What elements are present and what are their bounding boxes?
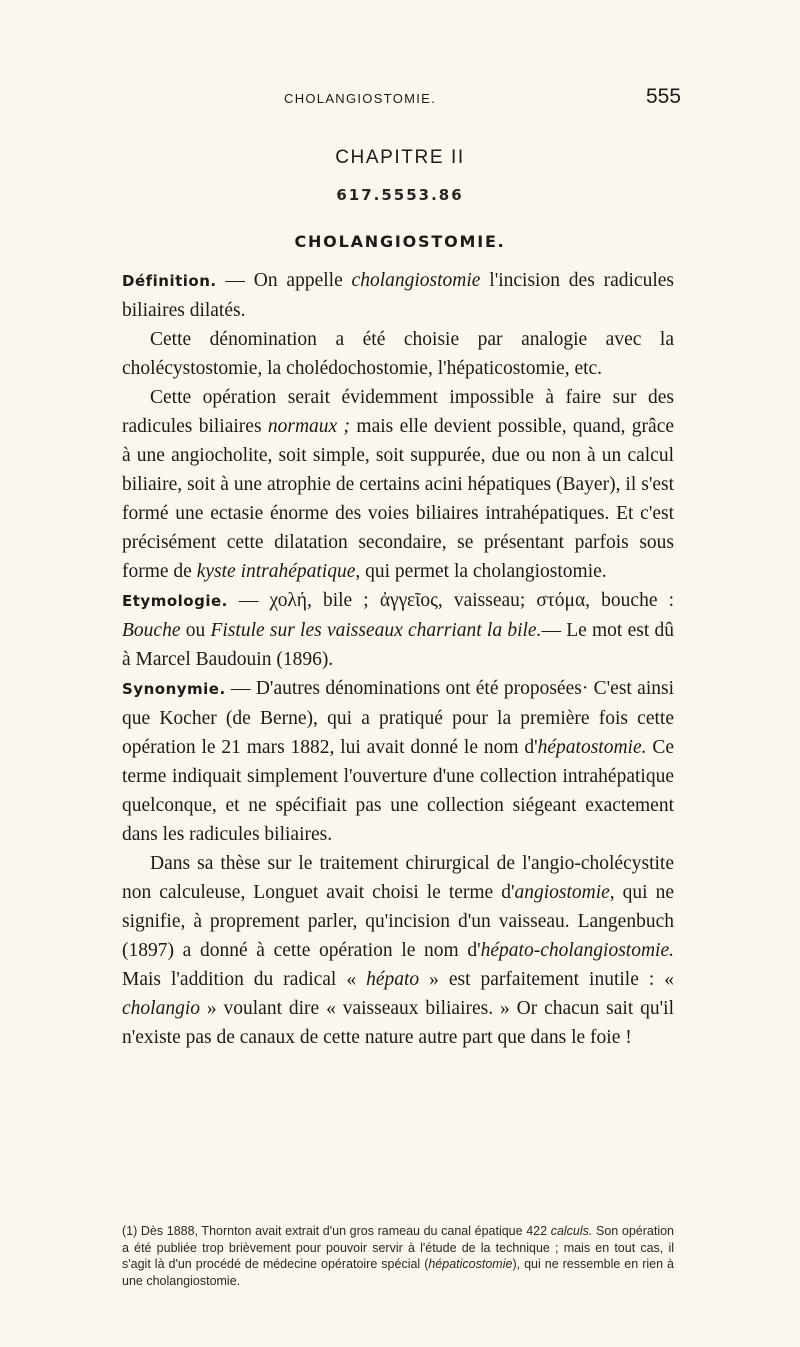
footnote-paragraph (122, 1223, 674, 1289)
definition-heading: Définition. (122, 272, 217, 290)
chapter-label: CHAPITRE II (335, 147, 465, 168)
synonymy-paragraph (122, 674, 674, 849)
thesis-text-5: » voulant dire « vaisseaux biliaires. » Or chacun sait qu'il n'existe pas de canaux de cette nature autre part que dans le foie ! (122, 998, 674, 1048)
possibility-text-2: mais elle devient possible, quand, grâce à une angiocholite, soit simple, soit suppurée, due ou non à un calcul biliaire, soit à une atrophie de certains acini hépatiques (Bayer), il s'est formé une ectasie énorme des voies biliaires intrahépatiques. Et c'est précisément cette dilatation secondaire, se présentant parfois sous forme de (122, 416, 675, 582)
classification-number: 617.5553.86 (336, 186, 464, 204)
footnote-text-1: (1) Dès 1888, Thornton avait extrait d'un gros rameau du canal épatique 422 (122, 1224, 551, 1238)
thesis-text-4: » est parfaitement inutile : « (419, 969, 675, 990)
chapter-title: CHOLANGIOSTOMIE. (294, 232, 506, 251)
possibility-em-2: kyste intrahépatique (196, 561, 356, 582)
thesis-text-3: Mais l'addition du radical « (122, 969, 367, 990)
synonymy-text-2: Ce terme indiquait simplement l'ouverture d'une collection intrahépatique quelconque, et ne spécifiait pas une collection siégeant exactement dans les radicules biliaires. (122, 737, 674, 845)
possibility-text-1: Cette opération serait évidemment impossible à faire sur des radicules biliaires (122, 387, 674, 437)
running-head: CHOLANGIOSTOMIE. (284, 91, 437, 106)
analogy-paragraph: Cette dénomination a été choisie par analogie avec la cholécystostomie, la cholédochostomie, l'hépaticostomie, etc. (122, 329, 674, 379)
etymology-em-2: Fistule sur les vaisseaux charriant la bile. (210, 620, 542, 641)
thesis-em-4: cholangio (122, 998, 200, 1019)
synonymy-heading: Synonymie. (122, 680, 226, 698)
footnote (122, 1223, 674, 1289)
footnote-text-3: ), qui ne ressemble en rien à une cholangiostomie. (122, 1257, 674, 1288)
definition-paragraph (122, 266, 674, 325)
possibility-text-3: , qui permet la cholangiostomie. (355, 561, 607, 582)
footnote-em-2: hépaticostomie (428, 1257, 513, 1271)
definition-term: cholangiostomie (351, 270, 481, 291)
definition-dash: — On appelle (216, 270, 352, 291)
thesis-text-2: qui ne signifie, à proprement parler, qu'incision d'un vaisseau. Langenbuch (1897) a donné à cette opération le nom d' (122, 882, 674, 961)
etymology-em-1: Bouche (122, 620, 181, 641)
etymology-text-1: — χολή, bile ; ἀγγεῖος, vaisseau; στόμα, bouche : (227, 590, 674, 611)
synonymy-em-1: hépatostomie. (537, 737, 647, 758)
synonymy-text-1: — D'autres dénominations ont été proposées· C'est ainsi que Kocher (de Berne), qui a pratiqué pour la première fois cette opération le 21 mars 1882, lui avait donné le nom d' (122, 678, 674, 758)
page-number: 555 (646, 85, 682, 108)
footnote-em-1: calculs. (550, 1224, 593, 1238)
footnote-text-2: Son opération a été publiée trop brièvement pour pouvoir servir à l'étude de la technique ; mais en tout cas, il s'agit là d'un procédé de médecine opératoire spécial ( (122, 1224, 675, 1271)
thesis-paragraph (122, 849, 674, 1052)
thesis-em-2: hépato-cholangiostomie. (480, 940, 674, 961)
thesis-em-1: angiostomie, (514, 882, 615, 903)
possibility-paragraph (122, 383, 674, 586)
etymology-text-2: ou (180, 620, 211, 641)
definition-rest: l'incision des radicules biliaires dilatés. (122, 270, 674, 321)
etymology-paragraph (122, 586, 674, 674)
thesis-em-3: hépato (366, 969, 420, 990)
thesis-text-1: Dans sa thèse sur le traitement chirurgical de l'angio-cholécystite non calculeuse, Longuet avait choisi le terme d' (122, 853, 674, 903)
body-text (122, 266, 674, 1052)
etymology-heading: Etymologie. (122, 592, 228, 610)
possibility-em-1: normaux ; (267, 416, 351, 437)
etymology-text-3: — Le mot est dû à Marcel Baudouin (1896). (122, 620, 674, 670)
